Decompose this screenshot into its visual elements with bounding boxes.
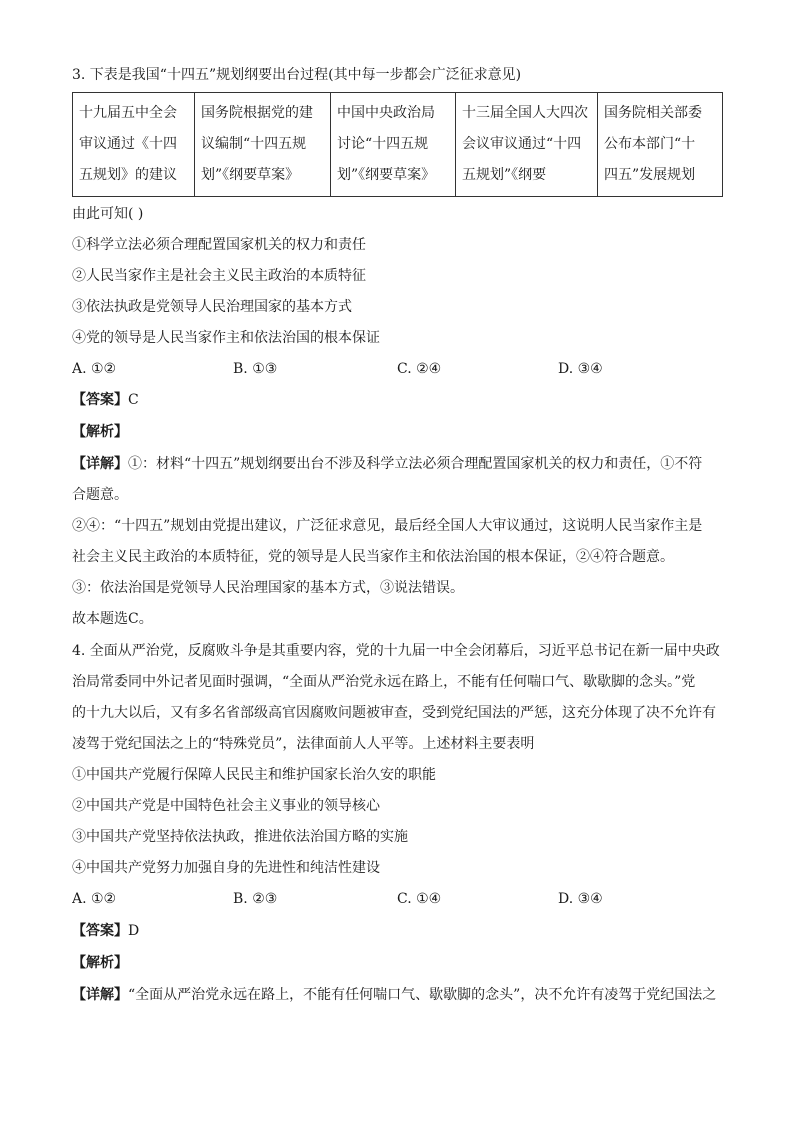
q3-item-3: ③依法执政是党领导人民治理国家的基本方式: [72, 299, 352, 315]
q3-answer: [72, 391, 732, 409]
detail-tag: 【详解】: [72, 987, 128, 1003]
q4-stem-line-4: 凌驾于党纪国法之上的“特殊党员”，法律面前人人平等。上述材料主要表明: [72, 736, 535, 752]
answer-tag: 【答案】: [72, 392, 128, 408]
q4-stem-line-3: 的十九大以后，又有多名省部级高官因腐败问题被审查，受到党纪国法的严惩，这充分体现了决不允许有: [72, 705, 716, 721]
q3-detail-line-5: ③：依法治国是党领导人民治理国家的基本方式，③说法错误。: [72, 580, 464, 596]
q3-analysis-tag: 【解析】: [72, 424, 128, 440]
q4-item-1: ①中国共产党履行保障人民民主和维护国家长治久安的职能: [72, 767, 436, 783]
answer-value: D: [128, 923, 140, 939]
q4-item-4: ④中国共产党努力加强自身的先进性和纯洁性建设: [72, 860, 380, 876]
answer-tag: 【答案】: [72, 923, 128, 939]
q4-option-d[interactable]: D. ③④: [558, 891, 603, 907]
q3-option-a[interactable]: A. ①②: [72, 361, 117, 377]
q3-detail-line-3: ②④：“十四五”规划由党提出建议，广泛征求意见，最后经全国人大审议通过，这说明人民当家作主是: [72, 518, 703, 534]
q4-detail-line-1: [72, 986, 732, 1004]
q3-item-4: ④党的领导是人民当家作主和依法治国的根本保证: [72, 330, 380, 346]
q4-options: [72, 890, 732, 908]
q4-item-2: ②中国共产党是中国特色社会主义事业的领导核心: [72, 798, 380, 814]
q3-detail-line-6: 故本题选C。: [72, 611, 153, 627]
process-step-2: 国务院根据党的建 议编制“十四五规 划”《纲要草案》: [195, 93, 331, 197]
q4-stem-line-2: 治局常委同中外记者见面时强调，“全面从严治党永远在路上，不能有任何喘口气、歇歇脚的念头。”党: [72, 674, 696, 690]
q4-option-a[interactable]: A. ①②: [72, 891, 117, 907]
process-step-3: 中国中央政治局 讨论“十四五规 划”《纲要草案》: [331, 93, 456, 197]
process-step-1: 十九届五中全会 审议通过《十四 五规划》的建议: [73, 93, 195, 197]
q4-analysis-tag: 【解析】: [72, 955, 128, 971]
q3-process-table: [72, 92, 723, 197]
q3-option-d[interactable]: D. ③④: [558, 361, 603, 377]
q3-option-b[interactable]: B. ①③: [233, 361, 278, 377]
q3-detail-line-2: 合题意。: [72, 487, 128, 503]
process-step-5: 国务院相关部委 公布本部门“十 四五”发展规划: [598, 93, 723, 197]
q3-detail-line-1: [72, 455, 732, 473]
q3-option-c[interactable]: C. ②④: [397, 361, 442, 377]
q3-stem: 3. 下表是我国“十四五”规划纲要出台过程(其中每一步都会广泛征求意见): [72, 67, 522, 83]
q4-option-c[interactable]: C. ①④: [397, 891, 442, 907]
q3-detail-line-4: 社会主义民主政治的本质特征，党的领导是人民当家作主和依法治国的根本保证，②④符合题意。: [72, 549, 674, 565]
q3-item-2: ②人民当家作主是社会主义民主政治的本质特征: [72, 268, 366, 284]
q4-option-b[interactable]: B. ②③: [233, 891, 278, 907]
q4-item-3: ③中国共产党坚持依法执政，推进依法治国方略的实施: [72, 829, 408, 845]
q3-options: [72, 360, 732, 378]
q4-answer: [72, 922, 732, 940]
detail-text: “全面从严治党永远在路上，不能有任何喘口气、歇歇脚的念头”，决不允许有凌驾于党纪国法之: [128, 987, 717, 1003]
answer-value: C: [128, 392, 139, 408]
detail-tag: 【详解】: [72, 456, 128, 472]
process-step-4: 十三届全国人大四次 会议审议通过“十四 五规划”《纲要: [456, 93, 598, 197]
q3-prompt: 由此可知( ): [72, 206, 144, 222]
detail-text: ①：材料“十四五”规划纲要出台不涉及科学立法必须合理配置国家机关的权力和责任，①不符: [128, 456, 703, 472]
q3-item-1: ①科学立法必须合理配置国家机关的权力和责任: [72, 237, 366, 253]
q4-stem-line-1: 4. 全面从严治党，反腐败斗争是其重要内容，党的十九届一中全会闭幕后，习近平总书记在新一届中央政: [72, 643, 720, 659]
